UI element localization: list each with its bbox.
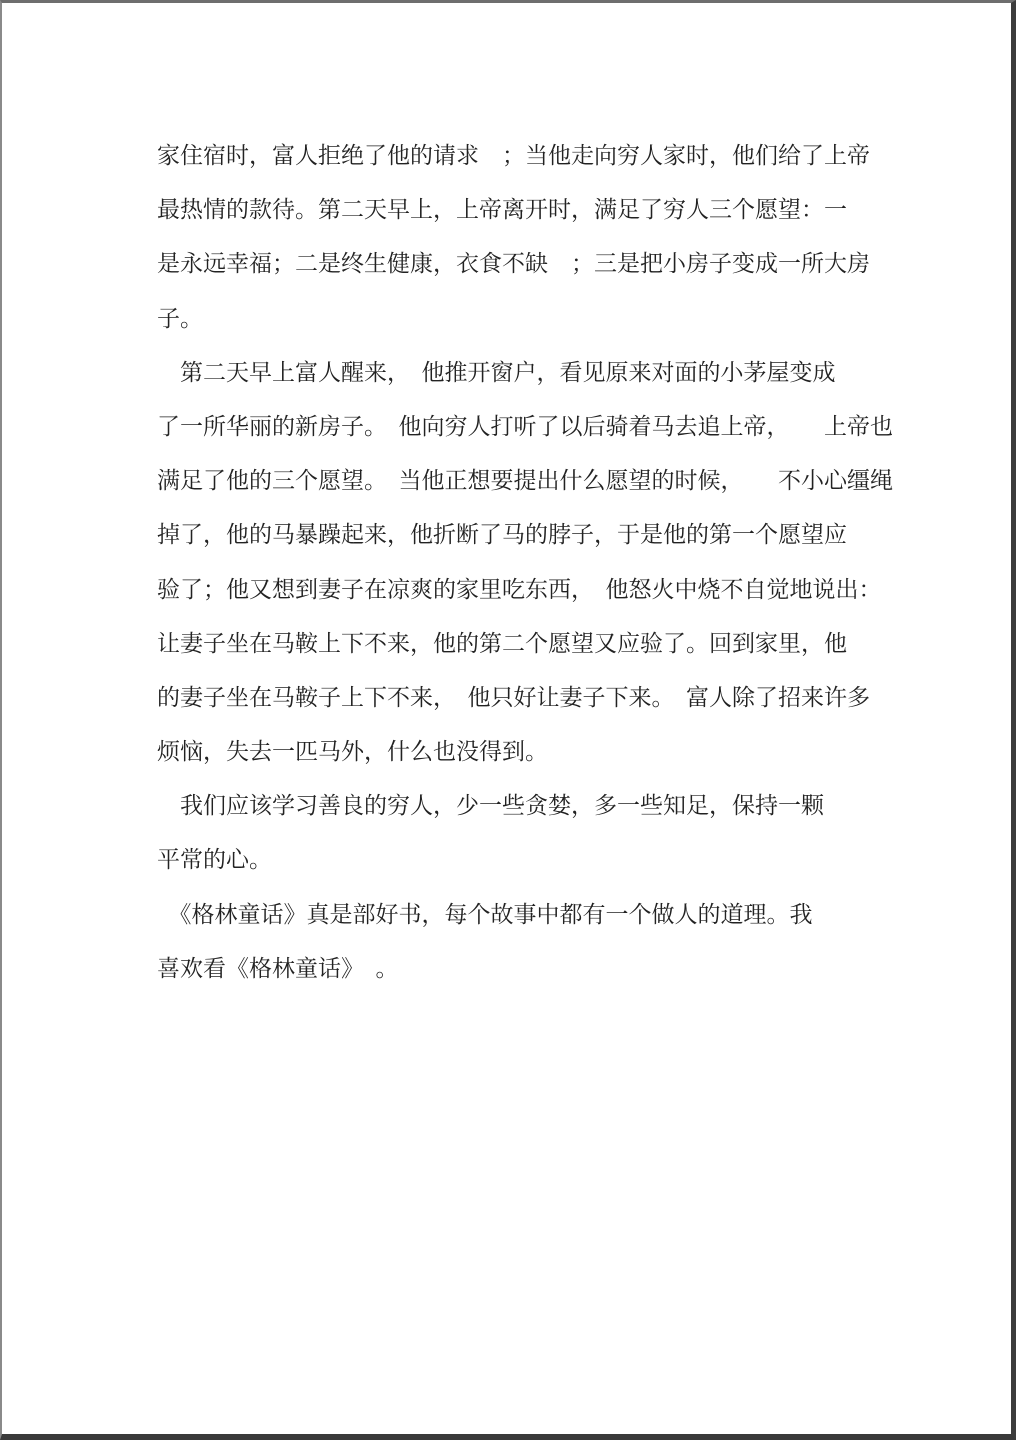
text-line: 掉了，他的马暴躁起来，他折断了马的脖子，于是他的第一个愿望应 <box>157 522 847 549</box>
text-line: 了一所华丽的新房子。 他向穷人打听了以后骑着马去追上帝， 上帝也 <box>157 413 893 440</box>
document-body <box>157 129 893 996</box>
text-line: 验了；他又想到妻子在凉爽的家里吃东西， 他怒火中烧不自觉地说出： <box>157 576 882 603</box>
text-line: 是永远幸福；二是终生健康，衣食不缺 ；三是把小房子变成一所大房 <box>157 251 870 278</box>
text-line: 的妻子坐在马鞍子上下不来， 他只好让妻子下来。 富人除了招来许多 <box>157 684 870 711</box>
text-line: 家住宿时，富人拒绝了他的请求 ；当他走向穷人家时，他们给了上帝 <box>157 143 870 169</box>
text-line: 满足了他的三个愿望。 当他正想要提出什么愿望的时候， 不小心缰绳 <box>157 468 893 495</box>
text-line: 最热情的款待。第二天早上，上帝离开时，满足了穷人三个愿望：一 <box>157 197 847 224</box>
text-line: 第二天早上富人醒来， 他推开窗户，看见原来对面的小茅屋变成 <box>157 359 836 386</box>
text-line: 喜欢看《格林童话》 。 <box>157 955 399 982</box>
text-line: 平常的心。 <box>157 847 272 874</box>
text-line: 烦恼，失去一匹马外，什么也没得到。 <box>157 739 548 766</box>
text-line: 让妻子坐在马鞍上下不来，他的第二个愿望又应验了。回到家里，他 <box>157 630 847 657</box>
text-line: 我们应该学习善良的穷人，少一些贪婪，多一些知足，保持一颗 <box>157 793 824 820</box>
text-line: 子。 <box>157 305 203 332</box>
text-line: 《格林童话》真是部好书，每个故事中都有一个做人的道理。我 <box>157 901 813 928</box>
